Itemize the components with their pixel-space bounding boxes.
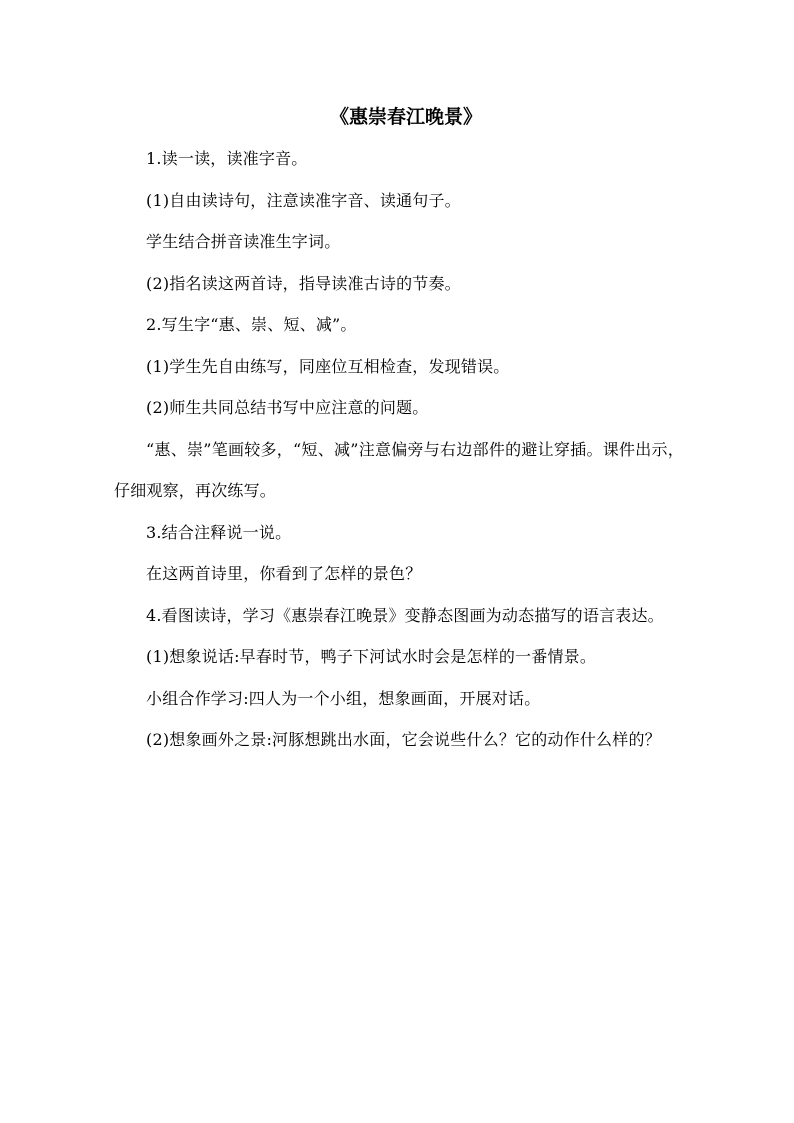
paragraph-imagine-outside: (2)想象画外之景:河豚想跳出水面，它会说些什么？它的动作什么样的？ — [146, 730, 661, 749]
paragraph-free-reading: (1)自由读诗句，注意读准字音、读通句子。 — [146, 190, 461, 210]
paragraph-imagine-speaking: (1)想象说话:早春时节，鸭子下河试水时会是怎样的一番情景。 — [146, 647, 597, 666]
paragraph-pinyin-reading: 学生结合拼音读准生字词。 — [146, 232, 341, 251]
paragraph-rhythm-reading: (2)指名读这两首诗，指导读准古诗的节奏。 — [146, 273, 461, 293]
paragraph-read-step: 1.读一读，读准字音。 — [146, 149, 308, 168]
document-body — [114, 96, 684, 761]
paragraph-summary: (2)师生共同总结书写中应注意的问题。 — [146, 398, 429, 417]
paragraph-practice-writing: (1)学生先自由练写，同座位互相检查，发现错误。 — [146, 356, 510, 376]
document-title: 《惠崇春江晚景》 — [329, 106, 482, 128]
paragraph-annotation-step: 3.结合注释说一说。 — [146, 522, 292, 542]
paragraph-scenery-question: 在这两首诗里，你看到了怎样的景色？ — [146, 564, 422, 583]
paragraph-stroke-notes: “惠、崇”笔画较多，“短、减”注意偏旁与右边部件的避让穿插。课件出示，仔细观察，再次练写。 — [114, 439, 684, 500]
paragraph-write-step: 2.写生字“惠、崇、短、减”。 — [146, 315, 357, 334]
paragraph-group-study: 小组合作学习:四人为一个小组，想象画面，开展对话。 — [146, 688, 541, 708]
paragraph-picture-step: 4.看图读诗，学习《惠崇春江晚景》变静态图画为动态描写的语言表达。 — [146, 605, 664, 625]
